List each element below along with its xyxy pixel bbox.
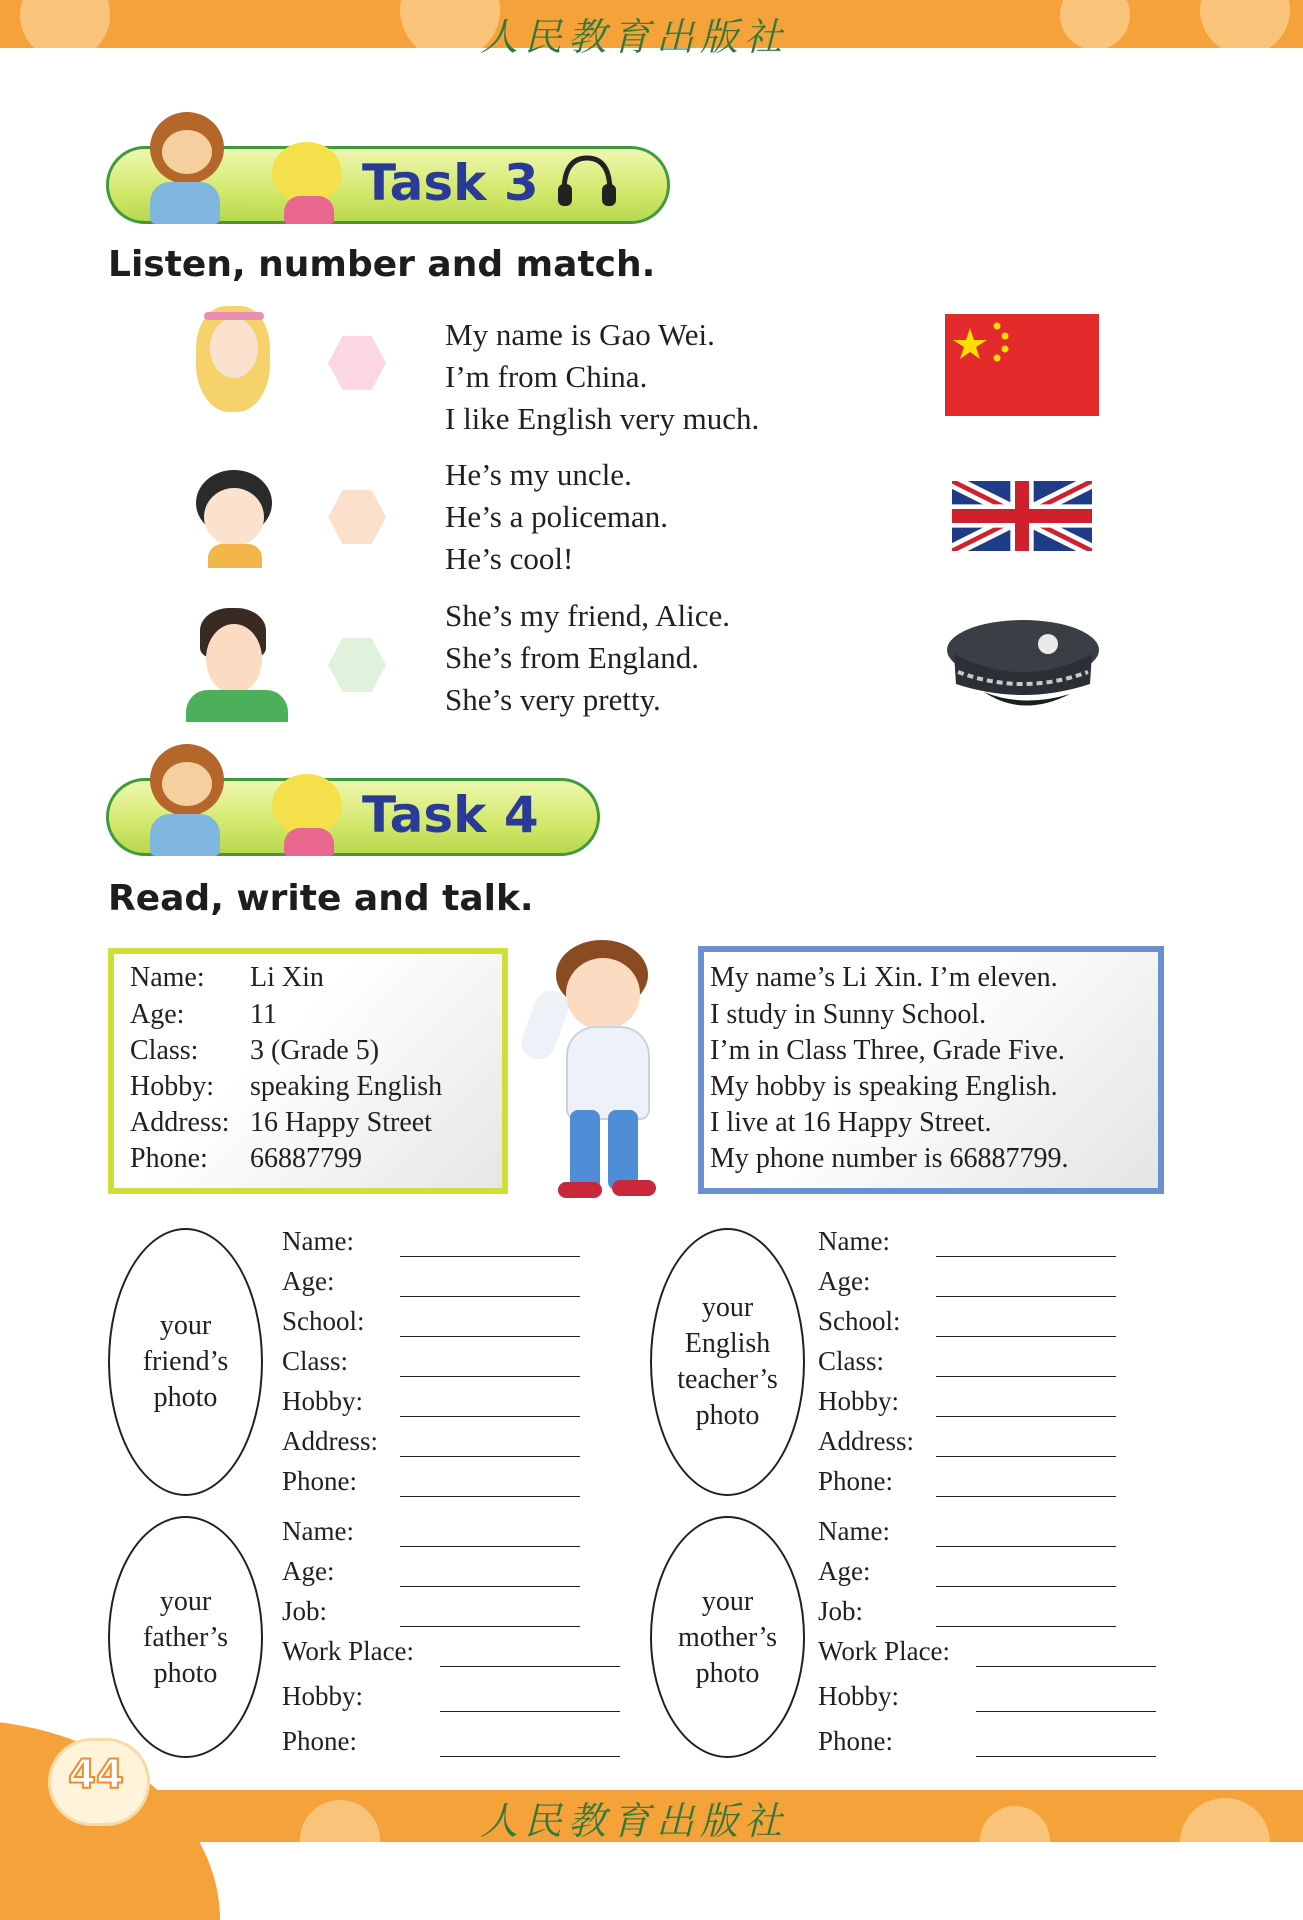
field-label: Name: — [282, 1516, 354, 1546]
description-line: I live at 16 Happy Street. — [710, 1107, 992, 1138]
china-flag-icon — [945, 314, 1099, 416]
answer-line[interactable] — [440, 1756, 620, 1757]
profile-label: Hobby: — [130, 1071, 214, 1102]
profile-label: Phone: — [130, 1143, 208, 1174]
answer-line[interactable] — [400, 1336, 580, 1337]
answer-line[interactable] — [976, 1756, 1156, 1757]
description-line: My hobby is speaking English. — [710, 1071, 1058, 1102]
answer-line[interactable] — [400, 1586, 580, 1587]
photo-caption: photo — [695, 1658, 760, 1689]
page-number: 44 — [68, 1752, 124, 1798]
answer-line[interactable] — [936, 1296, 1116, 1297]
answer-line[interactable] — [936, 1546, 1116, 1547]
photo-caption: photo — [153, 1658, 218, 1689]
answer-line[interactable] — [400, 1416, 580, 1417]
answer-line[interactable] — [936, 1376, 1116, 1377]
field-label: Age: — [818, 1266, 871, 1296]
answer-line[interactable] — [400, 1626, 580, 1627]
answer-line[interactable] — [936, 1456, 1116, 1457]
profile-value: 66887799 — [250, 1143, 362, 1174]
answer-line[interactable] — [400, 1256, 580, 1257]
field-label: Class: — [282, 1346, 349, 1376]
photo-caption: teacher’s — [677, 1364, 778, 1395]
number-hexagon-1[interactable] — [328, 336, 386, 390]
field-label: School: — [282, 1306, 365, 1336]
answer-line[interactable] — [936, 1416, 1116, 1417]
field-label: Hobby: — [818, 1681, 899, 1711]
profile-label: Class: — [130, 1035, 199, 1066]
profile-value: 16 Happy Street — [250, 1107, 432, 1138]
profile-value: speaking English — [250, 1071, 443, 1102]
answer-line[interactable] — [936, 1626, 1116, 1627]
answer-line[interactable] — [976, 1666, 1156, 1667]
publisher-footer: 人民教育出版社 — [480, 1799, 789, 1843]
photo-caption: photo — [153, 1382, 218, 1413]
photo-caption: mother’s — [677, 1622, 778, 1653]
answer-line[interactable] — [936, 1496, 1116, 1497]
photo-caption: English — [684, 1328, 771, 1359]
field-label: Age: — [818, 1556, 871, 1586]
photo-caption: your — [159, 1586, 212, 1617]
profile-label: Address: — [130, 1107, 230, 1138]
answer-line[interactable] — [936, 1256, 1116, 1257]
field-label: Address: — [818, 1426, 914, 1456]
field-label: Class: — [818, 1346, 885, 1376]
profile-value: 11 — [250, 999, 277, 1030]
description-line: I’m in Class Three, Grade Five. — [710, 1035, 1065, 1066]
field-label: Work Place: — [282, 1636, 415, 1666]
task3-instruction: Listen, number and match. — [108, 244, 656, 285]
answer-line[interactable] — [936, 1586, 1116, 1587]
field-label: Phone: — [282, 1466, 358, 1496]
field-label: Job: — [282, 1596, 328, 1626]
answer-line[interactable] — [400, 1496, 580, 1497]
photo-caption: your — [701, 1292, 754, 1323]
field-label: School: — [818, 1306, 901, 1336]
task4-instruction: Read, write and talk. — [108, 878, 534, 919]
field-label: Hobby: — [282, 1386, 363, 1416]
field-label: Name: — [282, 1226, 354, 1256]
field-label: Name: — [818, 1226, 890, 1256]
photo-caption: your — [701, 1586, 754, 1617]
cat-mascot — [272, 142, 342, 204]
answer-line[interactable] — [440, 1666, 620, 1667]
field-label: Hobby: — [818, 1386, 899, 1416]
photo-caption: your — [159, 1310, 212, 1341]
field-label: Work Place: — [818, 1636, 951, 1666]
field-label: Address: — [282, 1426, 378, 1456]
photo-caption: friend’s — [142, 1346, 229, 1377]
description-line: My name’s Li Xin. I’m eleven. — [710, 962, 1058, 993]
answer-line[interactable] — [400, 1456, 580, 1457]
field-label: Age: — [282, 1266, 335, 1296]
uk-flag-icon — [952, 481, 1092, 551]
photo-caption: photo — [695, 1400, 760, 1431]
field-label: Age: — [282, 1556, 335, 1586]
statement-1: My name is Gao Wei. I’m from China. I like English very much. — [445, 317, 760, 436]
description-line: My phone number is 66887799. — [710, 1143, 1069, 1174]
cat-mascot — [272, 774, 342, 836]
answer-line[interactable] — [976, 1711, 1156, 1712]
field-label: Name: — [818, 1516, 890, 1546]
profile-value: 3 (Grade 5) — [250, 1035, 380, 1066]
profile-label: Age: — [130, 999, 185, 1030]
field-label: Job: — [818, 1596, 864, 1626]
answer-line[interactable] — [936, 1336, 1116, 1337]
field-label: Phone: — [282, 1726, 358, 1756]
answer-line[interactable] — [400, 1376, 580, 1377]
statement-2: He’s my uncle. He’s a policeman. He’s cool! — [445, 457, 668, 576]
photo-caption: father’s — [143, 1622, 228, 1653]
police-cap-icon — [944, 614, 1102, 718]
field-label: Hobby: — [282, 1681, 363, 1711]
profile-value: Li Xin — [250, 962, 324, 993]
answer-line[interactable] — [400, 1546, 580, 1547]
field-label: Phone: — [818, 1466, 894, 1496]
answer-line[interactable] — [440, 1711, 620, 1712]
publisher-header: 人民教育出版社 — [480, 15, 789, 59]
statement-3: She’s my friend, Alice. She’s from England. She’s very pretty. — [445, 598, 730, 717]
task4-title: Task 4 — [362, 786, 539, 844]
number-hexagon-2[interactable] — [328, 490, 386, 544]
answer-line[interactable] — [400, 1296, 580, 1297]
field-label: Phone: — [818, 1726, 894, 1756]
headphones-icon — [554, 152, 620, 210]
task3-title: Task 3 — [362, 154, 539, 212]
description-line: I study in Sunny School. — [710, 999, 987, 1030]
profile-label: Name: — [130, 962, 205, 993]
number-hexagon-3[interactable] — [328, 638, 386, 692]
